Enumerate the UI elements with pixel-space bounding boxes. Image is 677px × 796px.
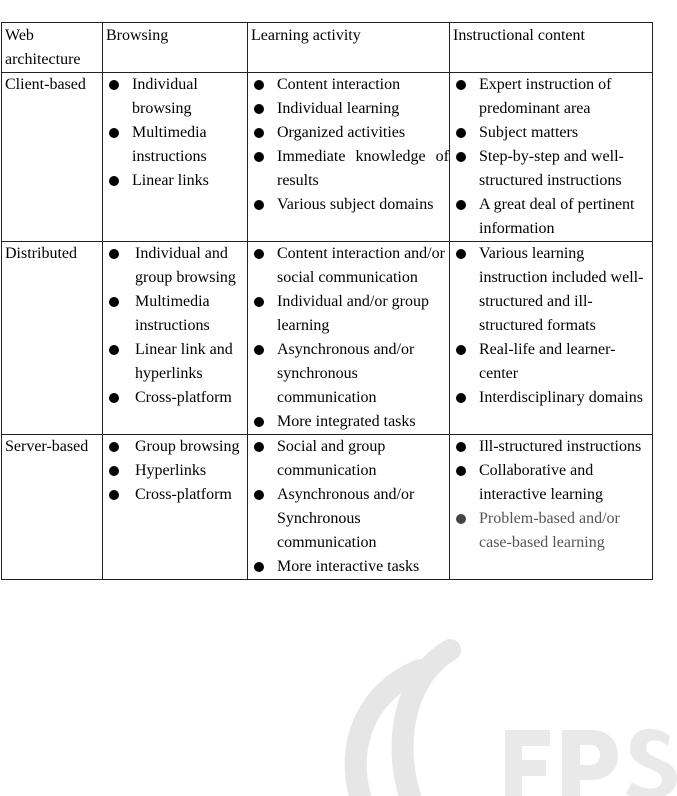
table-row-client-based (2, 73, 653, 242)
architecture-cell: Distributed (2, 242, 103, 435)
header-browsing: Browsing (103, 23, 248, 73)
list-item: More integrated tasks (251, 410, 449, 434)
list-item: A great deal of pertinent information (453, 193, 652, 241)
bullet-list (453, 73, 652, 241)
bullet-list (106, 242, 247, 410)
list-item: Individual and group browsing (106, 242, 247, 290)
bullet-list (106, 73, 247, 193)
list-item: Content interaction and/or social communication (251, 242, 449, 290)
learning-cell (248, 242, 450, 435)
list-item: Expert instruction of predominant area (453, 73, 652, 121)
list-item: Individual and/or group learning (251, 290, 449, 338)
comparison-table (1, 22, 653, 580)
list-item: Individual browsing (106, 73, 247, 121)
list-item: Multimedia instructions (106, 121, 247, 169)
bullet-list (106, 435, 247, 507)
header-architecture: Web architecture (2, 23, 103, 73)
browsing-cell (103, 73, 248, 242)
list-item: Subject matters (453, 121, 652, 145)
list-item: Multimedia instructions (106, 290, 247, 338)
bullet-list (251, 242, 449, 434)
learning-cell (248, 73, 450, 242)
list-item: Problem-based and/or case-based learning (453, 507, 652, 555)
table-row-server-based (2, 435, 653, 580)
bullet-list (453, 435, 652, 555)
list-item: Content interaction (251, 73, 449, 97)
list-item: Interdisciplinary domains (453, 386, 652, 410)
list-item: Asynchronous and/or synchronous communication (251, 338, 449, 410)
architecture-cell: Client-based (2, 73, 103, 242)
list-item: Ill-structured instructions (453, 435, 652, 459)
list-item: Collaborative and interactive learning (453, 459, 652, 507)
header-instructional-content: Instructional content (450, 23, 653, 73)
content-cell (450, 73, 653, 242)
bullet-list (251, 435, 449, 579)
list-item: Group browsing (106, 435, 247, 459)
browsing-cell (103, 242, 248, 435)
list-item: Asynchronous and/or Synchronous communication (251, 483, 449, 555)
list-item: Social and group communication (251, 435, 449, 483)
list-item: Linear link and hyperlinks (106, 338, 247, 386)
list-item: Hyperlinks (106, 459, 247, 483)
list-item: Immediate knowledge of results (251, 145, 449, 193)
header-row (2, 23, 653, 73)
list-item: Various subject domains (251, 193, 449, 217)
content-cell (450, 242, 653, 435)
list-item: Real-life and learner-center (453, 338, 652, 386)
architecture-cell: Server-based (2, 435, 103, 580)
browsing-cell (103, 435, 248, 580)
list-item: Cross-platform (106, 386, 247, 410)
header-learning-activity: Learning activity (248, 23, 450, 73)
watermark-logo (300, 610, 677, 796)
list-item: Various learning instruction included well-structured and ill-structured formats (453, 242, 652, 338)
bullet-list (453, 242, 652, 410)
list-item: Organized activities (251, 121, 449, 145)
list-item: Linear links (106, 169, 247, 193)
content-cell (450, 435, 653, 580)
list-item: Step-by-step and well-structured instructions (453, 145, 652, 193)
learning-cell (248, 435, 450, 580)
list-item: Individual learning (251, 97, 449, 121)
table-row-distributed (2, 242, 653, 435)
list-item: Cross-platform (106, 483, 247, 507)
bullet-list (251, 73, 449, 217)
list-item: More interactive tasks (251, 555, 449, 579)
